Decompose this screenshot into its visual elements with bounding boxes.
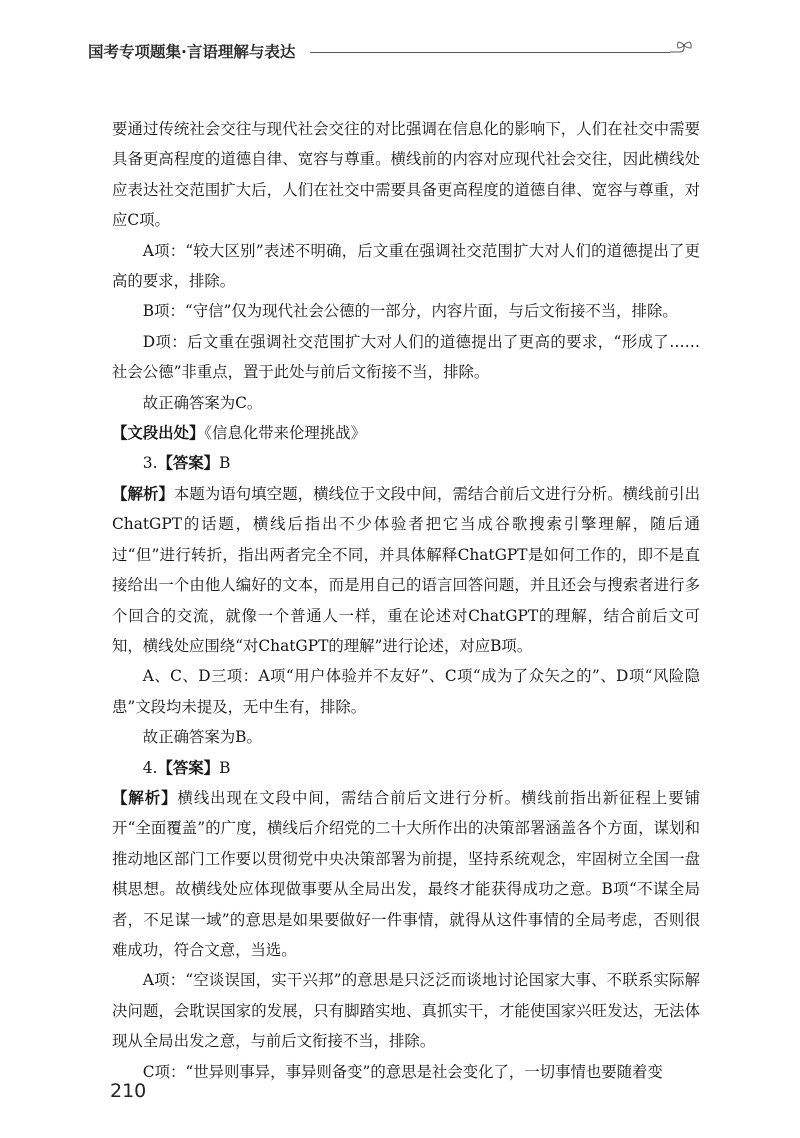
analysis-text: 本题为语句填空题，横线位于文段中间，需结合前后文进行分析。横线前引出ChatGPT的话题，横线后指出不少体验者把它当成谷歌搜索引擎理解，随后通过“但”进行转折，指出两者完全不同，并具体解释ChatGPT是如何工作的，即不是直接给出一个由他人编好的文本，而是用自己的语言回答问题，并且还会与搜索者进行多个回合的交流，就像一个普通人一样，重在论述对ChatGPT的理解，结合前后文可知，横线处应围绕“对ChatGPT的理解”进行论述，对应B项。 — [112, 484, 700, 655]
paragraph: C项：“世异则事异，事异则备变”的意思是社会变化了，一切事情也要随着变 — [142, 1062, 663, 1081]
paragraph: 故正确答案为B。 — [142, 728, 262, 747]
page-header — [88, 36, 698, 76]
page-number: 210 — [110, 1080, 147, 1102]
paragraph: A项：“较大区别”表述不明确，后文重在强调社交范围扩大对人们的道德提出了更高的要求，排除。 — [112, 241, 700, 291]
paragraph: A项：“空谈误国，实干兴邦”的意思是只泛泛而谈地讨论国家大事、不联系实际解决问题，会耽误国家的发展，只有脚踏实地、真抓实干，才能使国家兴旺发达，无法体现从全局出发之意，与前后文衔接不当，排除。 — [112, 971, 700, 1051]
paragraph: 故正确答案为C。 — [142, 393, 263, 412]
header-title: 国考专项题集·言语理解与表达 — [88, 43, 296, 61]
analysis-paragraph — [112, 783, 700, 965]
paragraph: A、C、D三项：A项“用户体验并不友好”、C项“成为了众矢之的”、D项“风险隐患”文段均未提及，无中生有，排除。 — [112, 667, 700, 716]
analysis-label: 【解析】 — [112, 788, 178, 807]
answer-label: 【答案】 — [157, 454, 220, 473]
answer-line — [112, 448, 700, 478]
paragraph: D项：后文重在强调社交范围扩大对人们的道德提出了更高的要求，“形成了……社会公德”非重点，置于此处与前后文衔接不当，排除。 — [112, 332, 700, 382]
analysis-label: 【解析】 — [112, 484, 174, 503]
question-number: 4. — [142, 758, 158, 777]
sprout-icon — [668, 36, 698, 66]
source-label: 【文段出处】 — [112, 424, 205, 443]
paragraph: 要通过传统社会交往与现代社会交往的对比强调在信息化的影响下，人们在社交中需要具备更高程度的道德自律、宽容与尊重。横线前的内容对应现代社会交往，因此横线处应表达社交范围扩大后，人们在社交中需要具备更高程度的道德自律、宽容与尊重，对应C项。 — [112, 120, 700, 230]
paragraph: B项：“守信”仅为现代社会公德的一部分，内容片面，与后文衔接不当，排除。 — [142, 302, 678, 321]
analysis-text: 横线出现在文段中间，需结合前后文进行分析。横线前指出新征程上要铺开“全面覆盖”的广度，横线后介绍党的二十大所作出的决策部署涵盖各个方面，谋划和推动地区部门工作要以贯彻党中央决策部署为前提，坚持系统观念，牢固树立全国一盘棋思想。故横线处应体现做事要从全局出发，最终才能获得成功之意。B项“不谋全局者，不足谋一域”的意思是如果要做好一件事情，就得从这件事情的全局考虑，否则很难成功，符合文意，当选。 — [112, 788, 700, 959]
header-rule — [310, 52, 670, 53]
content-body — [112, 114, 700, 1087]
answer-line — [112, 753, 700, 783]
source-paragraph — [112, 418, 700, 448]
analysis-paragraph — [112, 479, 700, 661]
source-text: 《信息化带来伦理挑战》 — [204, 424, 366, 443]
answer-label: 【答案】 — [157, 758, 220, 777]
question-number: 3. — [142, 454, 158, 473]
answer-value: B — [219, 758, 231, 777]
answer-value: B — [219, 454, 231, 473]
